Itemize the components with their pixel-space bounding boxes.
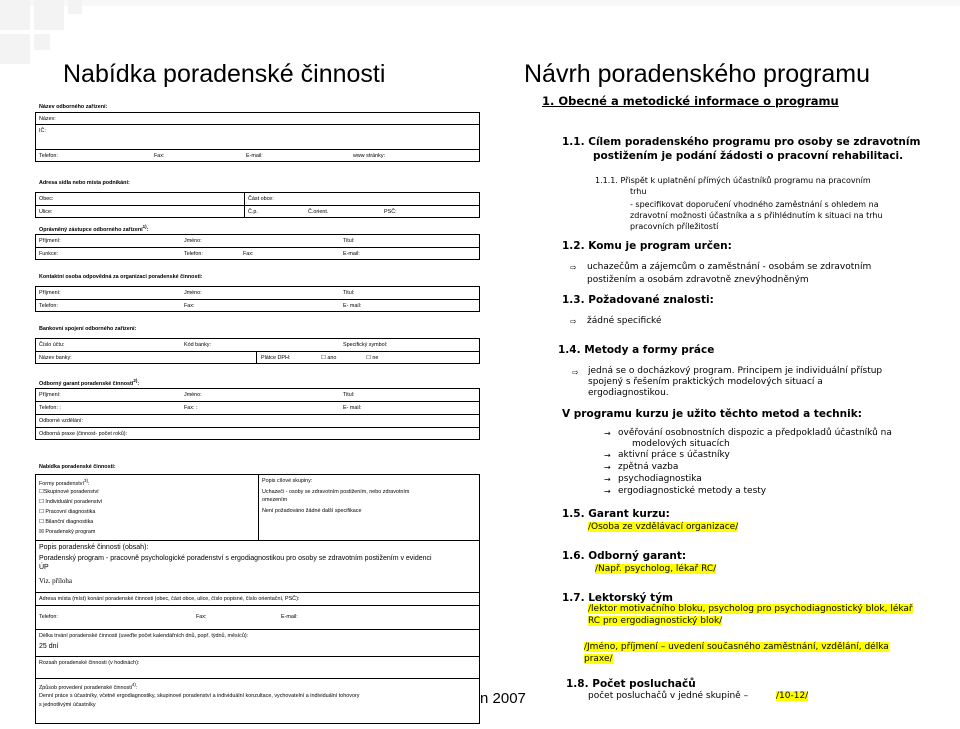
footer-year: n 2007 — [480, 690, 526, 707]
field-label: Část obce: — [248, 196, 274, 202]
right-heading: Návrh poradenského programu — [524, 60, 871, 88]
field-label: E- mail: — [343, 303, 362, 309]
field-label: Telefon: : — [39, 405, 61, 411]
field-label: Fax: — [184, 303, 195, 309]
section-1-8: 1.8. Počet posluchačů — [566, 678, 696, 690]
section-1-1-1: 1.1.1. Přispět k uplatnění přímých účastníků programu na pracovním — [595, 176, 871, 185]
section-1-1: 1.1. Cílem poradenského programu pro osoby se zdravotním — [562, 136, 921, 148]
section-1-2-text: postižením a osobám zdravotně znevýhodněným — [587, 275, 809, 285]
field-label: Odborné vzdělání: — [39, 418, 84, 424]
field-label: Fax: — [154, 153, 165, 159]
field-label: Č.orient. — [308, 209, 329, 215]
section-title: Oprávněný zástupce odborného zařízení$^{1)}$: — [39, 224, 149, 233]
section-1-1-1-text: - specifikovat doporučení vhodného zaměstnání s ohledem na — [630, 200, 879, 209]
method-text: Denní práce s účastníky, včetně ergodiagnostiky, skupinové poradenství a individuální konzultace, vychovatelní a individuální tohovory — [39, 693, 360, 699]
field-label: Fax: — [196, 614, 207, 620]
field-label: Fax: — [243, 251, 254, 257]
field-label: Telefon: — [39, 153, 58, 159]
section-1-7-text: /lektor motivačního bloku, psycholog pro psychodiagnostický blok, lékař — [588, 604, 913, 614]
field-label: Obec: — [39, 196, 54, 202]
left-heading: Nabídka poradenské činnosti — [63, 60, 386, 88]
field-label: IČ: — [39, 128, 46, 134]
field-label: Telefon: — [39, 614, 58, 620]
desc-label: Popis poradenské činnosti (obsah): — [39, 544, 149, 551]
section-1-4: 1.4. Metody a formy práce — [558, 344, 715, 356]
field-label: Odborná praxe (činnost- počet roků): — [39, 431, 128, 437]
arrow-icon: → — [604, 429, 611, 438]
techniques-heading: V programu kurzu je užito těchto metod a technik: — [562, 408, 862, 420]
section-1-7-text: /Jméno, příjmení – uvedení současného zaměstnání, vzdělání, délka — [584, 642, 889, 652]
section-1-3-text: žádné specifické — [587, 316, 662, 326]
target-label: Popis cílové skupiny: — [262, 478, 313, 484]
technique-item: modelových situacích — [632, 439, 730, 449]
section-1-5-value: /Osoba ze vzdělávací organizace/ — [588, 522, 739, 532]
range-label: Rozsah poradenské činnosti (v hodinách): — [39, 660, 140, 666]
application-form — [35, 100, 480, 725]
section-title: Adresa sídla nebo místa podnikání: — [39, 180, 130, 186]
field-label: E-mail: — [343, 251, 360, 257]
method-text: s jednotlivými účastníky — [39, 702, 96, 708]
field-label: Telefon: — [39, 303, 58, 309]
offer-table — [35, 474, 480, 724]
form-checkbox-individual[interactable]: ☐ Individuální poradenství — [39, 499, 103, 505]
technique-item: zpětná vazba — [618, 462, 679, 472]
section-1-2: 1.2. Komu je program určen: — [562, 240, 732, 252]
field-label: Titul: — [343, 238, 355, 244]
desc-attachment: Viz. příloha — [39, 577, 73, 585]
field-label: Funkce: — [39, 251, 59, 257]
target-text: Uchazeči - osoby se zdravotním postižením, nebo zdravotním — [262, 489, 410, 495]
field-label: E- mail: — [343, 405, 362, 411]
field-label: Jméno: — [184, 290, 202, 296]
arrow-icon: → — [604, 487, 611, 496]
org-table — [35, 112, 480, 162]
form-checkbox-group[interactable]: ☐Skupinové poradenství — [39, 489, 99, 495]
vat-yes-checkbox[interactable]: ☐ ano — [321, 355, 337, 361]
program-document — [540, 92, 955, 727]
desc-text: Poradenský program - pracovně psychologické poradenství s ergodiagnostikou pro osoby se zdravotním postižením v evidenci — [39, 555, 432, 562]
form-checkbox-work-diagnostics[interactable]: ☐ Pracovní diagnostika — [39, 509, 96, 515]
duration-value: 25 dní — [39, 643, 59, 650]
technique-item: ergodiagnostické metody a testy — [618, 486, 767, 496]
section-1-1-cont: postižením je podání žádosti o pracovní rehabilitaci. — [593, 150, 904, 162]
contact-table — [35, 286, 480, 312]
section-1-6: 1.6. Odborný garant: — [562, 550, 687, 562]
field-label: PSČ: — [384, 209, 397, 215]
forms-label: Formy poradenství$^{3)}$: — [39, 478, 90, 487]
addr-label: Adresa místa (míst) konání poradenské činnosti (obec, část obce, ulice, číslo popisné, číslo orientační, PSČ): — [39, 596, 300, 602]
bank-table — [35, 338, 480, 364]
arrow-icon: → — [604, 463, 611, 472]
decor-square — [34, 34, 50, 50]
section-title: Nabídka poradenské činnosti: — [39, 464, 116, 470]
field-label: Specifický symbol: — [343, 342, 388, 348]
field-label: Příjmení: — [39, 392, 61, 398]
section-1-4-text: spojený s řešením praktických modelových situací a — [588, 377, 823, 387]
arrow-icon: ⇨ — [570, 317, 577, 326]
section-1-2-text: uchazečům a zájemcům o zaměstnání - osobám se zdravotním — [587, 262, 872, 272]
section-1-4-text: ergodiagnostikou. — [588, 388, 669, 398]
field-label: Telefon: — [184, 251, 203, 257]
section-1-7: 1.7. Lektorský tým — [562, 592, 673, 604]
representative-table — [35, 234, 480, 260]
field-label: Titul: — [343, 392, 355, 398]
section-1-8-value: /10-12/ — [776, 691, 809, 701]
section-1-4-text: jedná se o docházkový program. Principem je individuální přístup — [588, 366, 883, 376]
section-1-3: 1.3. Požadované znalosti: — [562, 294, 714, 306]
address-table — [35, 192, 480, 218]
field-label: Titul: — [343, 290, 355, 296]
form-checkbox-program[interactable]: ☒ Poradenský program — [39, 529, 96, 535]
section-1-5: 1.5. Garant kurzu: — [562, 508, 670, 520]
section-1-6-value: /Např. psycholog, lékař RC/ — [595, 564, 717, 574]
technique-item: psychodiagnostika — [618, 474, 702, 484]
field-label: Název banky: — [39, 355, 72, 361]
duration-label: Délka trvání poradenské činnosti (uveďte počet kalendářních dnů, popř. týdnů, měsíců): — [39, 633, 249, 639]
section-1-1-1-text: trhu — [630, 187, 647, 196]
section-title: Kontaktní osoba odpovědná za organizaci poradenské činnosti: — [39, 274, 203, 280]
vat-no-checkbox[interactable]: ☐ ne — [366, 355, 379, 361]
field-label: Fax: : — [184, 405, 198, 411]
decor-square — [34, 0, 64, 30]
decor-square — [0, 34, 30, 64]
program-heading: 1. Obecné a metodické informace o programu — [542, 94, 839, 108]
section-1-7-text: praxe/ — [584, 654, 613, 664]
field-label: Číslo účtu: — [39, 342, 65, 348]
field-label: E-mail: — [246, 153, 263, 159]
decor-square — [0, 0, 30, 30]
field-label: Jméno: — [184, 238, 202, 244]
section-1-1-1-text: zdravotní možnosti účastníka a s přihlédnutím k situaci na trhu — [630, 211, 883, 220]
arrow-icon: → — [604, 475, 611, 484]
field-label: Kód banky: — [184, 342, 211, 348]
desc-text: ÚP — [39, 564, 49, 571]
field-label: www stránky: — [353, 153, 386, 159]
field-label: Jméno: — [184, 392, 202, 398]
method-label: Způsob provedení poradenské činnosti$^{4)}$: — [39, 682, 138, 691]
section-title: Bankovní spojení odborného zařízení: — [39, 326, 137, 332]
technique-item: ověřování osobnostních dispozic a předpokladů účastníků na — [618, 428, 892, 438]
technique-item: aktivní práce s účastníky — [618, 450, 730, 460]
section-1-1-1-text: pracovních příležitostí — [630, 222, 719, 231]
arrow-icon: → — [604, 451, 611, 460]
arrow-icon: ⇨ — [572, 368, 579, 377]
top-decoration-bar — [0, 0, 960, 6]
field-label: Č.p. — [248, 209, 258, 215]
section-1-8-text: počet posluchačů v jedné skupině – — [588, 691, 749, 701]
guarantor-table — [35, 388, 480, 440]
section-title: Název odborného zařízení: — [39, 104, 108, 110]
arrow-icon: ⇨ — [570, 263, 577, 272]
field-label: E-mail: — [281, 614, 298, 620]
target-text: Není požadováno žádné další specifikace — [262, 508, 362, 514]
field-label: Příjmení: — [39, 290, 61, 296]
target-text: omezením — [262, 497, 288, 503]
field-label: Plátce DPH: — [261, 355, 291, 361]
field-label: Ulice: — [39, 209, 53, 215]
decor-square — [68, 0, 82, 14]
field-label: Příjmení: — [39, 238, 61, 244]
form-checkbox-balance-diagnostics[interactable]: ☐ Bilanční diagnostika — [39, 519, 94, 525]
field-label: Název: — [39, 116, 56, 122]
section-title: Odborný garant poradenské činnosti$^{2)}$: — [39, 378, 140, 387]
section-1-7-text: RC pro ergodiagnostický blok/ — [588, 616, 723, 626]
